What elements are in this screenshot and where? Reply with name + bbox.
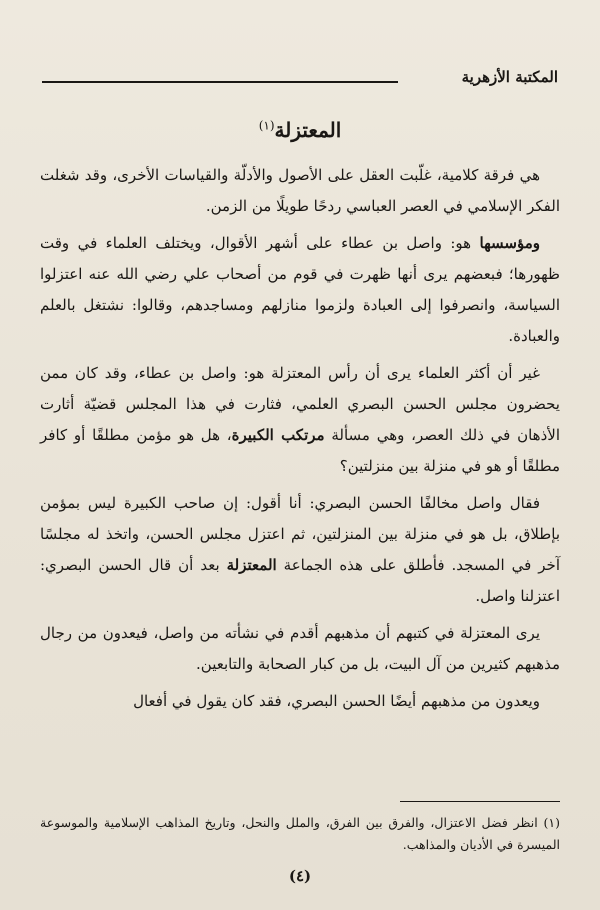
paragraph [40, 160, 560, 222]
paragraph-text: هي فرقة كلامية، غلّبت العقل على الأصول والأدلّة والقياسات الأخرى، وقد شغلت الفكر الإسلامي في العصر العباسي ردحًا طويلًا من الزمن. [40, 166, 560, 215]
bold-term: مرتكب الكبيرة [231, 426, 325, 444]
section-title-text: المعتزلة [274, 118, 342, 142]
paragraph [40, 228, 560, 352]
paragraph-text: هو: واصل بن عطاء على أشهر الأقوال، ويختلف العلماء في وقت ظهورها؛ فبعضهم يرى أنها ظهرت في قوم من أصحاب علي رضي الله عنه اعتزلوا السياسة، وانصرفوا إلى العبادة ولزموا منازلهم ومساجدهم، وقالوا: نشتغل بالعلم والعبادة. [40, 234, 560, 345]
paragraph [40, 488, 560, 612]
running-header [42, 66, 558, 96]
paragraph [40, 618, 560, 680]
footnote-rule [400, 801, 560, 802]
paragraph-text: ، هل هو مؤمن مطلقًا أو كافر مطلقًا أو هو في منزلة بين منزلتين؟ [40, 426, 560, 475]
paragraph [40, 358, 560, 482]
title-footnote-marker: (١) [258, 118, 275, 133]
header-rule [42, 81, 398, 83]
paragraph-text: بعد أن قال الحسن البصري: اعتزلنا واصل. [40, 556, 560, 605]
section-title [0, 118, 600, 142]
paragraph-text: ويعدون من مذهبهم أيضًا الحسن البصري، فقد كان يقول في أفعال [133, 692, 540, 710]
paragraph-text: غير أن أكثر العلماء يرى أن رأس المعتزلة هو: واصل بن عطاء، وقد كان ممن يحضرون مجلس الحسن البصري العلمي، فثارت في هذا المجلس قضيّة أثارت الأذهان في ذلك العصر، وهي مسألة [40, 364, 560, 444]
paragraph-text: يرى المعتزلة في كتبهم أن مذهبهم أقدم في نشأته من واصل، فيعدون من رجال مذهبهم كثيرين من آل البيت، بل من كبار الصحابة والتابعين. [40, 624, 560, 673]
paragraph [40, 686, 560, 717]
header-title: المكتبة الأزهرية [461, 68, 558, 86]
page-number: (٤) [288, 867, 312, 885]
bold-term: المعتزلة [226, 556, 277, 574]
bold-term: ومؤسسها [479, 234, 540, 252]
footnote: (١) انظر فضل الاعتزال، والفرق بين الفرق، والملل والنحل، وتاريخ المذاهب الإسلامية والموسوعة الميسرة في الأديان والمذاهب. [40, 815, 560, 852]
body-text [40, 160, 560, 723]
paragraph-text: فقال واصل مخالفًا الحسن البصري: أنا أقول: إن صاحب الكبيرة ليس بمؤمن بإطلاق، بل هو في منزلة بين المنزلتين، ثم اعتزل مجلس الحسن، واتخذ له مجلسًا آخر في المسجد. فأطلق على هذه الجماعة [40, 494, 560, 574]
